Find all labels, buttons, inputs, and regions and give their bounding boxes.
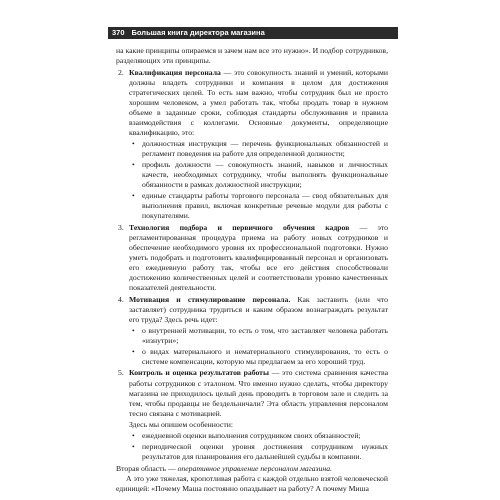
bullet-list bbox=[129, 139, 388, 221]
intro-paragraph: на какие принципы опираемся и зачем нам все это нужно». И подбор сотрудников, разделяющих эти принципы. bbox=[116, 46, 388, 66]
bullet-item bbox=[129, 442, 388, 462]
bullet-item bbox=[129, 431, 388, 441]
body-text bbox=[116, 46, 388, 494]
running-header bbox=[108, 27, 398, 39]
item-title: Технология подбора и первичного обучения кадров bbox=[129, 222, 350, 232]
item-number: 5. bbox=[118, 368, 124, 378]
bullet-icon: • bbox=[132, 325, 135, 335]
bullet-text: должностная инструкция — перечень функциональных обязанностей и регламент поведения на работе для определенной должности; bbox=[142, 138, 388, 158]
bullet-text: профиль должности — совокупность знаний, навыков и личностных качеств, необходимых сотруднику, чтобы выполнять функциональные обязанности в рамках должностной инструкции; bbox=[142, 160, 388, 190]
item-text: Как заставить (или что заставляет) сотрудника трудиться и каким образом вознаграждать результат его труда? Здесь речь идет: bbox=[129, 294, 389, 324]
bullet-item bbox=[129, 160, 388, 190]
second-area-line bbox=[116, 464, 388, 474]
book-title: Большая книга директора магазина bbox=[131, 28, 265, 37]
closing-paragraph: А это уже тяжелая, кропотливая работа с каждой отдельно взятой человеческой единицей: «Почему Маша постоянно опаздывает на работу? А почему Миша bbox=[116, 473, 388, 493]
item-text: — это система сравнения качества работы сотрудников с эталоном. Что именно нужно сделать, чтобы директору магазина не приходилось целый день проводить в торговом зале и следить за тем, чтобы продавцы не бездельничали? Эта область управления персоналом тесно связана с мотивацией. bbox=[129, 368, 388, 418]
bullet-list bbox=[129, 326, 388, 367]
page-number: 370 bbox=[112, 28, 125, 37]
list-item-5 bbox=[116, 368, 388, 461]
bullet-text: ежедневной оценки выполнения сотрудником своих обязанностей; bbox=[142, 430, 361, 440]
bullet-item bbox=[129, 139, 388, 159]
bullet-text: единые стандарты работы торгового персонала — свод обязательных для выполнения правил, включая конкретные речевые модули для работы с покупателями. bbox=[142, 191, 388, 221]
bullet-item bbox=[129, 326, 388, 346]
list-item-2 bbox=[116, 68, 388, 222]
bullet-item bbox=[129, 191, 388, 221]
bullet-icon: • bbox=[132, 430, 135, 440]
list-item-3 bbox=[116, 223, 388, 293]
bullet-icon: • bbox=[132, 160, 135, 170]
bullet-text: о видах материального и нематериального стимулирования, то есть о системе компенсации, которую мы предлагаем за его хороший труд. bbox=[142, 346, 388, 366]
numbered-list bbox=[116, 68, 388, 462]
bullet-list bbox=[129, 431, 388, 462]
bullet-icon: • bbox=[132, 441, 135, 451]
closing-emphasis: оперативное управление персоналом магазина. bbox=[177, 463, 332, 473]
item-title: Мотивация и стимулирование персонала. bbox=[129, 294, 291, 304]
bullet-icon: • bbox=[132, 138, 135, 148]
bullet-item bbox=[129, 347, 388, 367]
item-number: 2. bbox=[118, 67, 124, 77]
closing-prefix: Вторая область — bbox=[116, 463, 178, 473]
bullet-icon: • bbox=[132, 346, 135, 356]
item-text: — это регламентированная процедура приема на работу новых сотрудников и обеспечение необходимого уровня их профессиональной подготовки. Нужно уметь подобрать и подготовить квалифицированный персонал и организовать его ежедневную работу так, чтобы все его действия способствовали достижению количественных целей и соответствовали уровню качественных показателей деятельности. bbox=[129, 222, 388, 293]
item-subtext: Здесь мы опишем особенности: bbox=[129, 419, 233, 429]
item-title: Квалификация персонала bbox=[129, 67, 221, 77]
bullet-icon: • bbox=[132, 191, 135, 201]
bullet-text: о внутренней мотивации, то есть о том, что заставляет человека работать «изнутри»; bbox=[142, 325, 388, 345]
item-text: — это совокупность знаний и умений, которыми должны владеть сотрудники и компания в целом для достижения стратегических целей. То есть нам важно, чтобы сотрудник был не просто хорошим человеком, а умел работать так, чтобы продать товар в нужном объеме в заданные сроки, соблюдая стандарты обслуживания и правила взаимодействия с коллегами. Основные документы, определяющие квалификацию, это: bbox=[129, 67, 388, 137]
bullet-text: периодической оценки уровня достижения сотрудником нужных результатов для планирования его дальнейшей судьбы в компании. bbox=[142, 441, 388, 461]
list-item-4 bbox=[116, 295, 388, 367]
item-title: Контроль и оценка результатов работы bbox=[129, 368, 269, 378]
item-number: 4. bbox=[118, 294, 124, 304]
item-number: 3. bbox=[118, 222, 124, 232]
